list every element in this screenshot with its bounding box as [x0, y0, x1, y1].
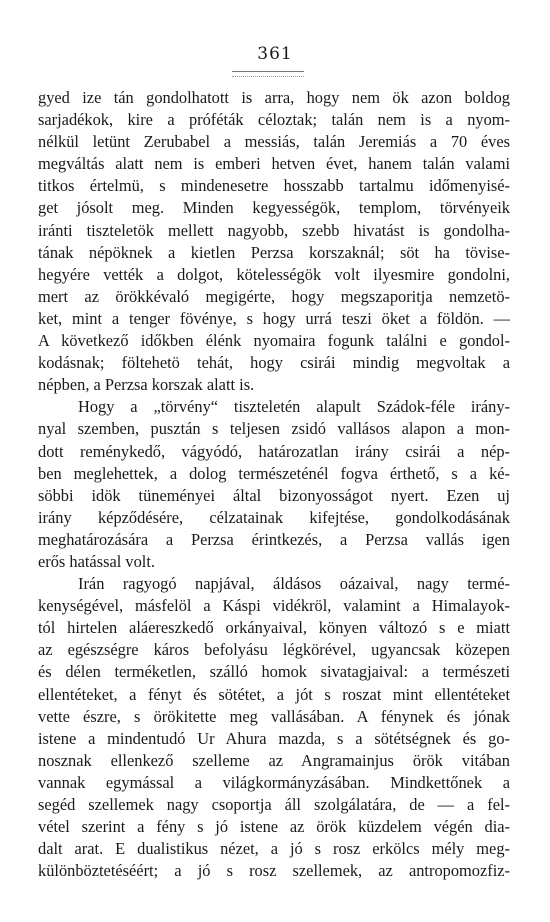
- body-text: [38, 87, 510, 882]
- text-line: és délen terméketlen, szálló homok sivatagjaival: a természeti: [38, 662, 510, 682]
- text-line: megváltás alatt nem is emberi hetven évet, hanem talán valami: [38, 154, 510, 174]
- text-line: ellentéteket, a fényt és sötétet, a jót s roszat mint ellentéteket: [38, 684, 510, 704]
- text-line: erős hatással volt.: [38, 551, 155, 571]
- text-line: különböztetéséért; a jó s rosz szellemek, az antropomozfiz-: [38, 861, 510, 881]
- text-line: A következő időkben élénk nyomaira fogunk találni e gondol-: [38, 331, 510, 351]
- text-line: gyed ize tán gondolhatott is arra, hogy nem ök azon boldog: [38, 88, 510, 107]
- text-line: hegyére vették a dolgot, kötelességök volt ilyesmire gondolni,: [38, 264, 510, 284]
- text-line: segéd szellemek nagy csoportja áll szolgálatára, de — a fel-: [38, 795, 510, 814]
- page-number: 361: [257, 44, 293, 64]
- page-number-rule: [232, 71, 304, 77]
- text-line: irány képződésére, célzatainak kifejtése, gondolkodásának: [38, 507, 510, 527]
- text-line: Hogy a „törvény“ tiszteletén alapult Szádok-féle irány-: [78, 397, 510, 417]
- text-line: iránti tiszteletök mellett nagyobb, szebb hivatást is gondolha-: [38, 220, 510, 240]
- text-line: nélkül letünt Zerubabel a messiás, talán Jeremiás a 70 éves: [38, 132, 510, 152]
- text-line: nosznak ellenkező szelleme az Angramainjus örök vitában: [38, 750, 510, 770]
- text-line: kodásnak; föltehetö tehát, hogy csirái mindig megvoltak a: [38, 353, 510, 373]
- text-line: vannak egymással a világkormányzásában. Mindkettőnek a: [38, 772, 510, 792]
- text-line: titkos értelmü, s mindenesetre hosszabb tartalmu időmenyisé-: [38, 176, 510, 196]
- text-line: söbbi idök tüneményei által bizonyosságot nyert. Ezen uj: [38, 485, 510, 505]
- text-line: az egészségre káros befolyásu légkörével, ugyancsak közepen: [38, 640, 510, 660]
- text-line: dalt arat. E dualistikus nézet, a jó s rosz erkölcs mély meg-: [38, 839, 510, 859]
- text-line: vétel szerint a fény s jó istene az örök küzdelem végén dia-: [38, 817, 510, 837]
- text-line: ket, mint a tenger fövénye, s hogy urrá teszi öket a földön. —: [38, 308, 510, 328]
- text-line: istene a mindentudó Ur Ahura mazda, s a sötétségnek és go-: [38, 728, 510, 748]
- text-line: sarjadékok, kire a próféták céloztak; talán nem is a nyom-: [38, 110, 510, 130]
- text-line: ben meglehettek, a dolog természeténél fogva érthető, s a ké-: [38, 463, 510, 483]
- text-line: meghatározására a Perzsa érintkezés, a Perzsa vallás igen: [38, 529, 510, 549]
- text-line: vette észre, s örökitette meg vallásában. A fénynek és jónak: [38, 706, 510, 726]
- text-line: Irán ragyogó napjával, áldásos oázaival, nagy termé-: [78, 574, 510, 594]
- text-line: tának népöknek a kietlen Perzsa korszaknál; söt ha tövise-: [38, 242, 510, 262]
- text-line: nyal szemben, pusztán s teljesen zsidó vallásos alapon a mon-: [38, 419, 510, 439]
- text-line: mert az örökkévaló megigérte, hogy megszaporitja nemzetö-: [38, 286, 510, 306]
- text-line: get jósolt meg. Minden kegyességök, templom, törvényeik: [38, 198, 510, 218]
- text-line: dott reménykedő, vágyódó, határozatlan irány csirái a nép-: [38, 441, 510, 461]
- text-line: népben, a Perzsa korszak alatt is.: [38, 375, 255, 395]
- text-line: kenységével, másfelöl a Káspi vidékröl, valamint a Himalayok-: [38, 596, 510, 616]
- text-line: tól hirtelen aláereszkedő orkányaival, könyen változó s e miatt: [38, 618, 510, 638]
